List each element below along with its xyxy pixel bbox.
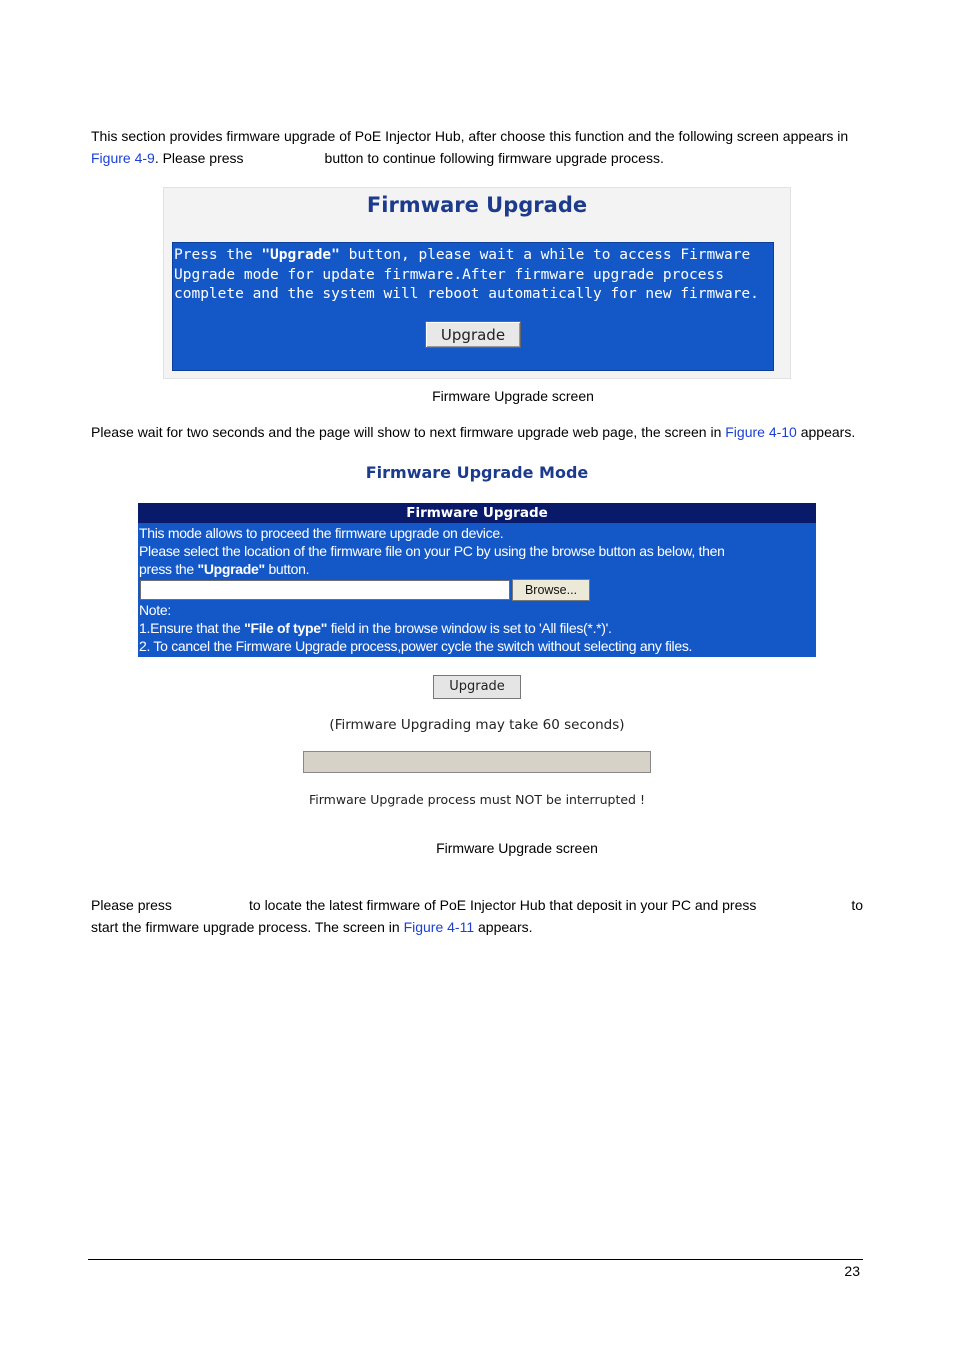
upgrade-progress-bar	[303, 751, 651, 773]
figure-title: Firmware Upgrade	[366, 193, 588, 217]
intro-line-1: This section provides firmware upgrade of PoE Injector Hub, after choose this function and the following screen appears in	[91, 128, 849, 144]
page-number: 23	[844, 1263, 860, 1279]
upgrade-button[interactable]: Upgrade	[425, 321, 521, 348]
mode-line-3: press the "Upgrade" button.	[139, 561, 310, 577]
firmware-file-input[interactable]	[140, 580, 510, 600]
figure-4-9-caption: Firmware Upgrade screen	[432, 388, 594, 404]
intro-paragraph	[91, 125, 863, 169]
footer-divider	[88, 1259, 863, 1260]
firmware-upgrade-mode-panel	[138, 503, 816, 657]
note-line-2: 2. To cancel the Firmware Upgrade process,power cycle the switch without selecting any files.	[139, 638, 693, 654]
middle-paragraph: Please wait for two seconds and the page will show to next firmware upgrade web page, the screen in Figure 4-10 appears.	[91, 424, 856, 440]
note-label: Note:	[139, 602, 171, 618]
figure-4-10-caption: Firmware Upgrade screen	[436, 840, 598, 856]
firmware-upgrade-figure	[163, 187, 791, 379]
final-paragraph	[91, 894, 863, 938]
figure-4-11-link[interactable]: Figure 4-11	[403, 919, 475, 935]
interrupt-warning: Firmware Upgrade process must NOT be interrupted !	[309, 792, 645, 807]
mode-line-1: This mode allows to proceed the firmware upgrade on device.	[139, 525, 504, 541]
note-line-1: 1.Ensure that the "File of type" field in the browse window is set to 'All files(*.*)'.	[139, 620, 612, 636]
intro-text-2a: . Please press	[154, 150, 244, 166]
mode-upgrade-button[interactable]: Upgrade	[433, 675, 521, 699]
figure-4-9-link[interactable]: Figure 4-9	[91, 150, 155, 166]
panel-header: Firmware Upgrade	[138, 503, 816, 523]
firmware-upgrade-mode-title: Firmware Upgrade Mode	[365, 463, 589, 482]
info-text: Press the "Upgrade" button, please wait a while to access Firmware Upgrade mode for update firmware.After firmware upgrade process complete and the system will reboot automatically for new firmware.	[174, 247, 759, 302]
final-line-1: Please press to locate the latest firmware of PoE Injector Hub that deposit in your PC and press to	[91, 897, 863, 913]
browse-button[interactable]: Browse...	[512, 579, 590, 601]
final-line-2: start the firmware upgrade process. The screen in Figure 4-11 appears.	[91, 919, 533, 935]
info-panel	[172, 242, 774, 371]
mode-line-2: Please select the location of the firmware file on your PC by using the browse button as below, then	[139, 543, 725, 559]
figure-4-10-link[interactable]: Figure 4-10	[725, 424, 797, 440]
intro-line-2	[91, 147, 863, 169]
duration-note: (Firmware Upgrading may take 60 seconds)	[329, 717, 625, 733]
intro-text-2b: button to continue following firmware upgrade process.	[324, 150, 664, 166]
